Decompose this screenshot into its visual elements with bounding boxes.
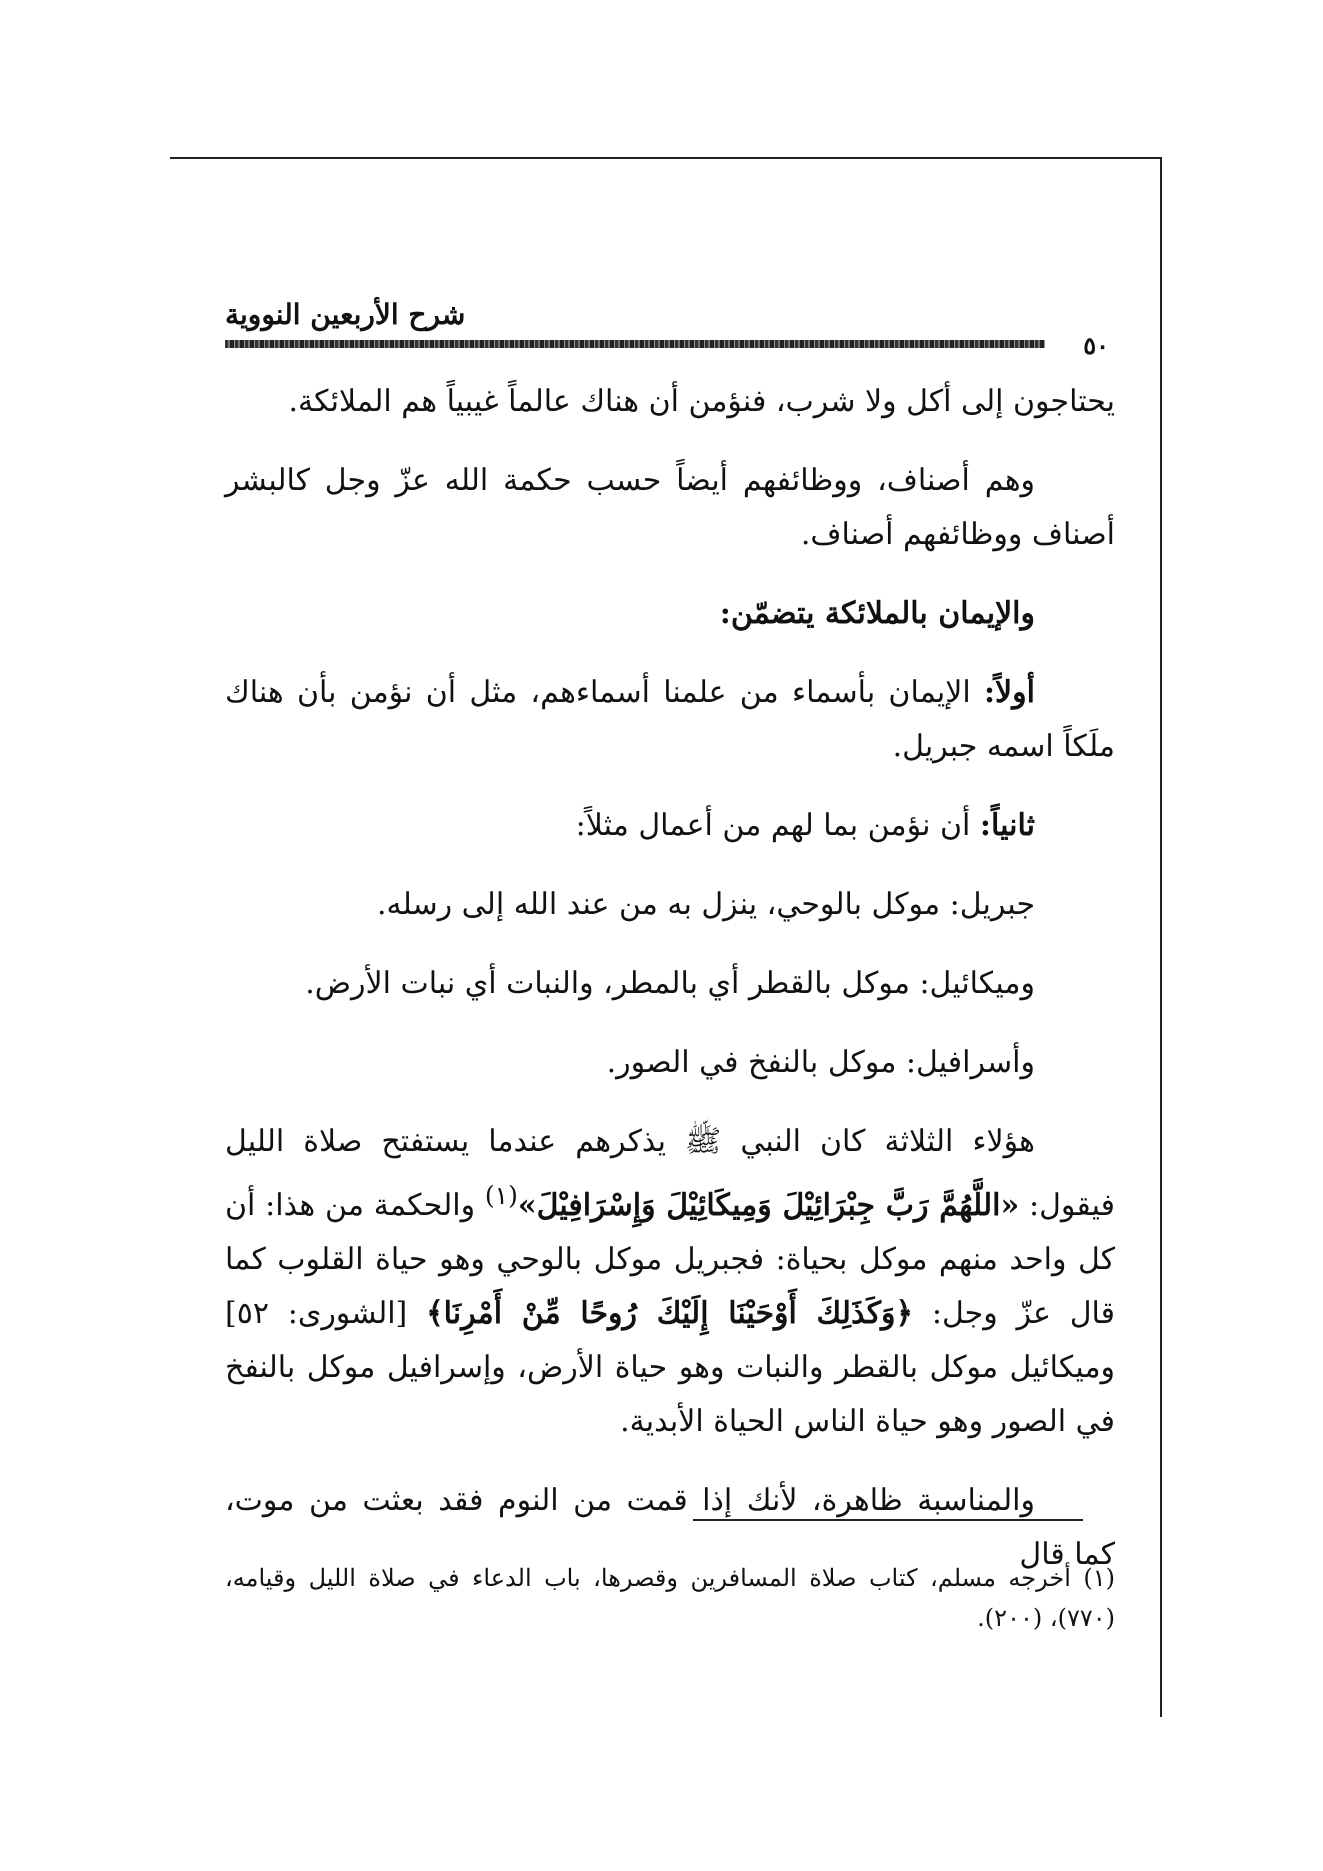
paragraph-5	[225, 799, 1115, 853]
paragraph-2: وهم أصناف، ووظائفهم أيضاً حسب حكمة الله عزّ وجل كالبشر أصناف ووظائفهم أصناف.	[225, 463, 1115, 552]
page-border-top	[170, 157, 1162, 159]
book-title: شرح الأربعين النووية	[225, 298, 466, 331]
paragraph-9-intro: هؤلاء الثلاثة كان النبي ﷺ يذكرهم عندما يستفتح صلاة الليل فيقول:	[225, 1124, 1116, 1223]
paragraph-5-text: أن نؤمن بما لهم من أعمال مثلاً:	[575, 808, 971, 843]
paragraph-4-text: الإيمان بأسماء من علمنا أسماءهم، مثل أن نؤمن بأن هناك ملَكاً اسمه جبريل.	[225, 675, 1115, 764]
paragraph-9-end: [الشورى: ٥٢] وميكائيل موكل بالقطر والنبات وهو حياة الأرض، وإسرافيل موكل بالنفخ في الصور وهو حياة الناس الحياة الأبدية.	[225, 1296, 1115, 1439]
paragraph-4	[225, 666, 1115, 774]
paragraph-4-label: أولاً:	[983, 675, 1035, 710]
header-rule	[225, 340, 1045, 348]
paragraph-10: والمناسبة ظاهرة، لأنك إذا قمت من النوم فقد بعثت من موت، كما قال	[225, 1483, 1115, 1572]
page-border-right	[1160, 157, 1162, 1717]
page-number: ٥٠	[1077, 334, 1115, 358]
paragraph-9	[225, 1115, 1115, 1449]
footnote-separator	[693, 1519, 1083, 1521]
paragraph-1: يحتاجون إلى أكل ولا شرب، فنؤمن أن هناك عالماً غيبياً هم الملائكة.	[288, 384, 1115, 419]
paragraph-8: وأسرافيل: موكل بالنفخ في الصور.	[606, 1045, 1035, 1080]
footnote: (١) أخرجه مسلم، كتاب صلاة المسافرين وقصرها، باب الدعاء في صلاة الليل وقيامه، (٧٧٠)، (٢٠٠).	[225, 1564, 1115, 1632]
paragraph-7: وميكائيل: موكل بالقطر أي بالمطر، والنبات أي نبات الأرض.	[305, 966, 1035, 1001]
paragraph-6: جبريل: موكل بالوحي، ينزل به من عند الله إلى رسله.	[376, 887, 1035, 922]
paragraph-5-label: ثانياً:	[979, 808, 1035, 843]
paragraph-9-middle: والحكمة من هذا: أن كل واحد منهم موكل بحياة: فجبريل موكل بالوحي وهو حياة القلوب كما قال عزّ وجل:	[225, 1188, 1115, 1331]
main-text	[225, 375, 1115, 1607]
quran-verse: ﴿وَكَذَلِكَ أَوْحَيْنَا إِلَيْكَ رُوحًا مِّنْ أَمْرِنَا﴾	[426, 1296, 914, 1331]
paragraph-3: والإيمان بالملائكة يتضمّن:	[719, 596, 1035, 631]
hadith-quote: «اللَّهُمَّ رَبَّ جِبْرَائِيْلَ وَمِيكَائِيْلَ وَإِسْرَافِيْلَ»	[517, 1188, 1020, 1223]
running-header	[225, 298, 1115, 360]
footnote-marker: (١)	[484, 1181, 518, 1210]
